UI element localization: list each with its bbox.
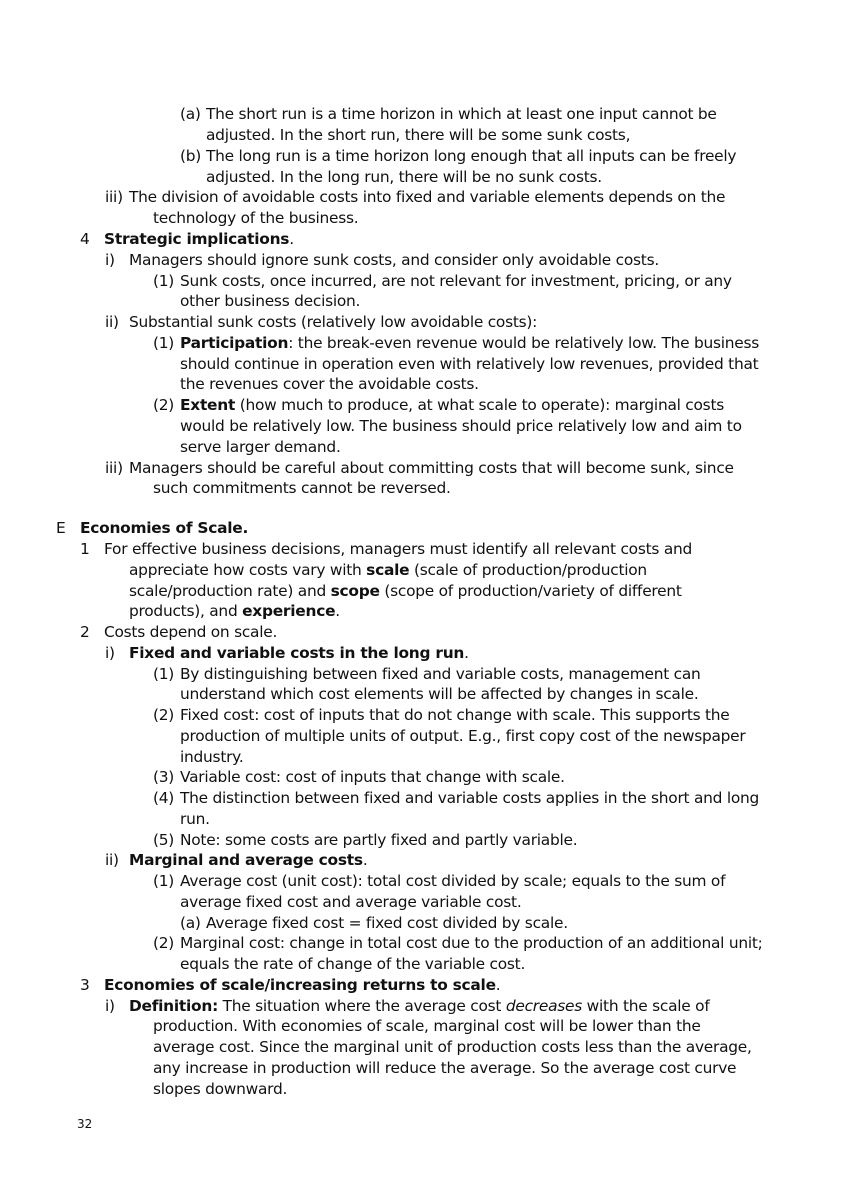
list-marker: (2) [153,934,175,952]
text-line: average cost. Since the marginal unit of production costs less than the average, [153,1038,752,1056]
list-marker: iii) [105,188,123,206]
list-marker: (5) [153,831,175,849]
list-marker: ii) [105,313,119,331]
list-marker: 2 [80,623,90,641]
list-marker: i) [105,644,115,662]
text-line: Fixed cost: cost of inputs that do not change with scale. This supports the [180,706,730,724]
text-line: scale/production rate) and scope (scope of production/variety of different [129,582,682,600]
text-line: run. [180,810,210,828]
list-marker: (b) [180,147,202,165]
text-line: average fixed cost and average variable cost. [180,893,522,911]
list-marker: i) [105,997,115,1015]
text-line: appreciate how costs vary with scale (scale of production/production [129,561,647,579]
text-line: Participation: the break-even revenue would be relatively low. The business [180,334,760,352]
text-line: industry. [180,748,244,766]
text-line: Extent (how much to produce, at what scale to operate): marginal costs [180,396,724,414]
text-line: equals the rate of change of the variable cost. [180,955,526,973]
list-marker: 3 [80,976,90,994]
text-line: technology of the business. [153,209,359,227]
text-line: slopes downward. [153,1080,288,1098]
text-line: production. With economies of scale, marginal cost will be lower than the [153,1017,701,1035]
list-marker: (4) [153,789,175,807]
text-line: Variable cost: cost of inputs that change with scale. [180,768,565,786]
section-heading: Marginal and average costs. [129,851,368,869]
text-line: Sunk costs, once incurred, are not relevant for investment, pricing, or any [180,272,732,290]
text-line: The distinction between fixed and variable costs applies in the short and long [180,789,760,807]
text-line: production of multiple units of output. E.g., first copy cost of the newspaper [180,727,746,745]
section-heading: Economies of scale/increasing returns to scale. [104,976,501,994]
list-marker: (a) [180,105,201,123]
text-line: Marginal cost: change in total cost due to the production of an additional unit; [180,934,763,952]
list-marker: (3) [153,768,175,786]
list-marker: 4 [80,230,90,248]
text-line: The short run is a time horizon in which at least one input cannot be [206,105,717,123]
list-marker: i) [105,251,115,269]
text-line: Average cost (unit cost): total cost divided by scale; equals to the sum of [180,872,726,890]
list-marker: 1 [80,540,90,558]
list-marker: E [56,519,66,537]
text-line: The division of avoidable costs into fixed and variable elements depends on the [129,188,726,206]
page-number: 32 [77,1117,93,1131]
text-line: serve larger demand. [180,438,341,456]
section-heading: Economies of Scale. [80,519,249,537]
text-line: adjusted. In the short run, there will be some sunk costs, [206,126,631,144]
text-line: Note: some costs are partly fixed and partly variable. [180,831,578,849]
text-line: the revenues cover the avoidable costs. [180,375,479,393]
list-marker: ii) [105,851,119,869]
text-line: any increase in production will reduce the average. So the average cost curve [153,1059,737,1077]
list-marker: (1) [153,665,175,683]
text-line: Managers should ignore sunk costs, and consider only avoidable costs. [129,251,659,269]
text-line: adjusted. In the long run, there will be no sunk costs. [206,168,602,186]
text-line: such commitments cannot be reversed. [153,479,451,497]
text-line: should continue in operation even with relatively low revenues, provided that [180,355,759,373]
text-line: products), and experience. [129,602,340,620]
section-heading: Fixed and variable costs in the long run. [129,644,469,662]
text-line: For effective business decisions, managers must identify all relevant costs and [104,540,693,558]
text-line: understand which cost elements will be affected by changes in scale. [180,685,699,703]
list-marker: iii) [105,459,123,477]
section-heading: Strategic implications. [104,230,294,248]
list-marker: (1) [153,334,175,352]
text-line: By distinguishing between fixed and variable costs, management can [180,665,701,683]
text-line: The long run is a time horizon long enough that all inputs can be freely [206,147,737,165]
text-line: Average fixed cost = fixed cost divided by scale. [206,914,568,932]
text-line: would be relatively low. The business should price relatively low and aim to [180,417,742,435]
text-line: Substantial sunk costs (relatively low avoidable costs): [129,313,538,331]
text-line: Costs depend on scale. [104,623,278,641]
list-marker: (1) [153,272,175,290]
list-marker: (2) [153,706,175,724]
text-line: other business decision. [180,292,361,310]
list-marker: (1) [153,872,175,890]
text-line: Definition: The situation where the average cost decreases with the scale of [129,997,710,1015]
list-marker: (2) [153,396,175,414]
text-line: Managers should be careful about committing costs that will become sunk, since [129,459,734,477]
list-marker: (a) [180,914,201,932]
